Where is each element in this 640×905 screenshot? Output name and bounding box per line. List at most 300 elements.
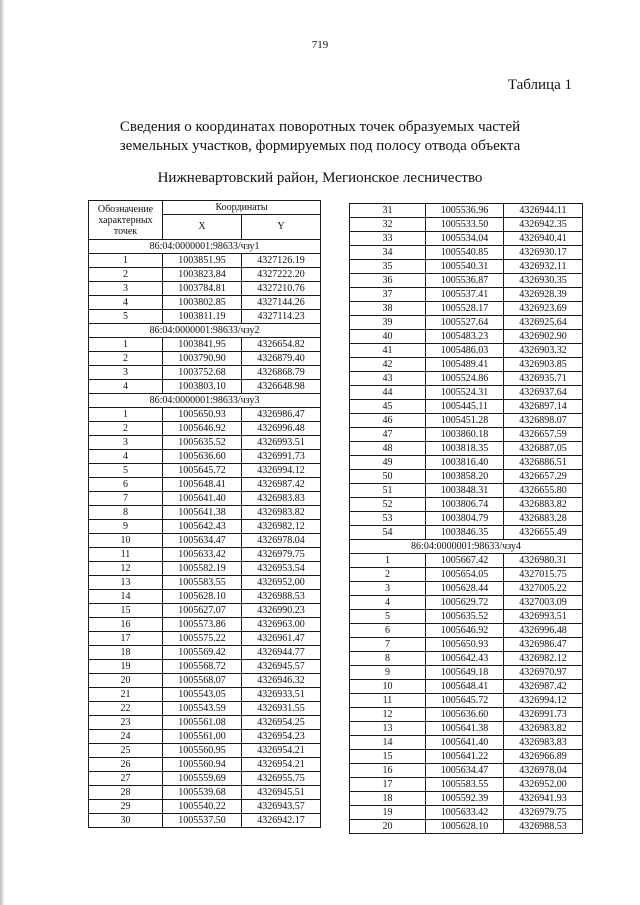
coord-x: 1005642.43 (426, 652, 504, 666)
coord-x: 1005645.72 (426, 694, 504, 708)
coord-x: 1005582.19 (163, 562, 242, 576)
coord-y: 4326993.51 (504, 610, 583, 624)
table-row (350, 246, 583, 260)
coord-y: 4327005.22 (504, 582, 583, 596)
coord-x: 1005633.42 (163, 548, 242, 562)
coord-y: 4326983.83 (242, 492, 321, 506)
coord-y: 4326879.40 (242, 352, 321, 366)
coord-x: 1005540.85 (426, 246, 504, 260)
coord-y: 4326983.83 (504, 736, 583, 750)
coord-y: 4327114.23 (242, 310, 321, 324)
coord-x: 1003804.79 (426, 512, 504, 526)
point-number: 11 (89, 548, 163, 562)
coord-x: 1005650.93 (163, 408, 242, 422)
table-row (89, 590, 321, 604)
table-row (350, 470, 583, 484)
coord-y: 4326657.29 (504, 470, 583, 484)
coord-y: 4326648.98 (242, 380, 321, 394)
table-row (89, 730, 321, 744)
table-row (89, 632, 321, 646)
coord-y: 4326931.55 (242, 702, 321, 716)
coord-x: 1003806.74 (426, 498, 504, 512)
table-row (350, 232, 583, 246)
coord-x: 1003803.10 (163, 380, 242, 394)
coord-x: 1005561.08 (163, 716, 242, 730)
coord-x: 1005524.86 (426, 372, 504, 386)
coord-y: 4326979.75 (242, 548, 321, 562)
point-number: 21 (89, 688, 163, 702)
coord-x: 1003841.95 (163, 338, 242, 352)
table-row (350, 372, 583, 386)
coord-y: 4326932.11 (504, 260, 583, 274)
coord-x: 1005573.86 (163, 618, 242, 632)
table-row (350, 260, 583, 274)
point-number: 4 (350, 596, 426, 610)
table-row (89, 674, 321, 688)
point-number: 19 (350, 806, 426, 820)
coord-y: 4326952.00 (504, 778, 583, 792)
coord-x: 1005634.47 (426, 764, 504, 778)
coord-y: 4326979.75 (504, 806, 583, 820)
table-row (350, 456, 583, 470)
point-number: 1 (89, 254, 163, 268)
coord-x: 1003858.20 (426, 470, 504, 484)
coord-y: 4326945.57 (242, 660, 321, 674)
point-number: 2 (89, 352, 163, 366)
table-row (89, 520, 321, 534)
coord-x: 1005583.55 (163, 576, 242, 590)
coord-x: 1003811.19 (163, 310, 242, 324)
table-row (89, 786, 321, 800)
table-row (350, 610, 583, 624)
coord-y: 4326883.82 (504, 498, 583, 512)
point-number: 3 (89, 366, 163, 380)
table-row (89, 296, 321, 310)
table-row (350, 582, 583, 596)
point-number: 45 (350, 400, 426, 414)
coord-x: 1005633.42 (426, 806, 504, 820)
point-number: 44 (350, 386, 426, 400)
table-row (350, 512, 583, 526)
table-row (350, 778, 583, 792)
table-row (89, 310, 321, 324)
point-number: 5 (89, 464, 163, 478)
table-row (350, 694, 583, 708)
coord-y: 4326886.51 (504, 456, 583, 470)
table-row (350, 484, 583, 498)
point-number: 27 (89, 772, 163, 786)
coord-y: 4326940.41 (504, 232, 583, 246)
table-row (350, 288, 583, 302)
table-row (89, 604, 321, 618)
coord-x: 1005641.40 (163, 492, 242, 506)
point-number: 10 (89, 534, 163, 548)
coord-y: 4326954.23 (242, 730, 321, 744)
point-number: 43 (350, 372, 426, 386)
point-number: 6 (350, 624, 426, 638)
point-number: 53 (350, 512, 426, 526)
table-row (350, 806, 583, 820)
point-number: 7 (350, 638, 426, 652)
page-number: 719 (311, 39, 329, 51)
point-number: 37 (350, 288, 426, 302)
point-number: 13 (350, 722, 426, 736)
point-number: 2 (89, 268, 163, 282)
coord-y: 4326988.53 (504, 820, 583, 834)
table-row (350, 442, 583, 456)
point-number: 41 (350, 344, 426, 358)
point-number: 1 (350, 554, 426, 568)
point-number: 1 (89, 408, 163, 422)
coord-y: 4327015.75 (504, 568, 583, 582)
table-row (350, 554, 583, 568)
point-number: 28 (89, 786, 163, 800)
coord-x: 1005648.41 (426, 680, 504, 694)
table-row (89, 338, 321, 352)
coord-y: 4326983.82 (242, 506, 321, 520)
table-row (350, 624, 583, 638)
table-row (350, 792, 583, 806)
document-subtitle: Нижневартовский район, Мегионское лесничество (157, 170, 483, 186)
coord-x: 1005527.64 (426, 316, 504, 330)
coord-x: 1003802.85 (163, 296, 242, 310)
table-row (89, 492, 321, 506)
point-number: 54 (350, 526, 426, 540)
coord-y: 4326902.90 (504, 330, 583, 344)
table-row (350, 316, 583, 330)
point-number: 47 (350, 428, 426, 442)
coord-y: 4326903.32 (504, 344, 583, 358)
coord-x: 1005654.05 (426, 568, 504, 582)
coord-y: 4326898.07 (504, 414, 583, 428)
coord-x: 1005569.42 (163, 646, 242, 660)
table-row (350, 764, 583, 778)
point-number: 2 (89, 422, 163, 436)
table-row (89, 758, 321, 772)
title-line-2: земельных участков, формируемых под полосу отвода объекта (119, 138, 521, 154)
coord-x: 1003818.35 (426, 442, 504, 456)
point-number: 4 (89, 296, 163, 310)
table-row (89, 352, 321, 366)
coord-y: 4326954.21 (242, 744, 321, 758)
coord-y: 4326945.51 (242, 786, 321, 800)
point-number: 4 (89, 380, 163, 394)
coord-x: 1005645.72 (163, 464, 242, 478)
coord-y: 4326955.75 (242, 772, 321, 786)
coord-x: 1005636.60 (426, 708, 504, 722)
header-coordinates: Координаты (163, 201, 321, 215)
coord-x: 1005486.03 (426, 344, 504, 358)
coord-y: 4327003.09 (504, 596, 583, 610)
coord-y: 4326966.89 (504, 750, 583, 764)
point-number: 15 (350, 750, 426, 764)
point-number: 18 (89, 646, 163, 660)
table-row (350, 820, 583, 834)
table-row (89, 562, 321, 576)
coord-y: 4326657.59 (504, 428, 583, 442)
table-row (350, 386, 583, 400)
point-number: 10 (350, 680, 426, 694)
point-number: 2 (350, 568, 426, 582)
point-number: 9 (350, 666, 426, 680)
coord-x: 1005641.38 (163, 506, 242, 520)
coord-y: 4326961.47 (242, 632, 321, 646)
coord-x: 1003823.84 (163, 268, 242, 282)
coord-y: 4326994.12 (242, 464, 321, 478)
coord-x: 1005534.04 (426, 232, 504, 246)
group-cadastral-number: 86:04:0000001:98633/чзу2 (89, 324, 321, 338)
document-title (0, 118, 640, 156)
coord-x: 1005583.55 (426, 778, 504, 792)
coord-x: 1005568.07 (163, 674, 242, 688)
coord-x: 1005543.05 (163, 688, 242, 702)
coord-y: 4326986.47 (242, 408, 321, 422)
coord-x: 1003860.18 (426, 428, 504, 442)
coord-y: 4326944.11 (504, 204, 583, 218)
coord-x: 1005641.40 (426, 736, 504, 750)
point-number: 15 (89, 604, 163, 618)
table-row (350, 218, 583, 232)
coord-x: 1005536.87 (426, 274, 504, 288)
table-row (89, 478, 321, 492)
table-row (89, 814, 321, 828)
title-line-1: Сведения о координатах поворотных точек образуемых частей (119, 119, 521, 135)
coord-x: 1005543.59 (163, 702, 242, 716)
coord-y: 4326897.14 (504, 400, 583, 414)
coord-y: 4326954.21 (242, 758, 321, 772)
point-number: 35 (350, 260, 426, 274)
coord-x: 1005445.11 (426, 400, 504, 414)
coord-x: 1005628.10 (163, 590, 242, 604)
coord-x: 1005539.68 (163, 786, 242, 800)
table-row (89, 660, 321, 674)
coord-y: 4326654.82 (242, 338, 321, 352)
coordinates-table-left (88, 200, 321, 828)
point-number: 51 (350, 484, 426, 498)
coord-x: 1005629.72 (426, 596, 504, 610)
point-number: 36 (350, 274, 426, 288)
table-row (89, 254, 321, 268)
coord-y: 4326903.85 (504, 358, 583, 372)
coord-y: 4326993.51 (242, 436, 321, 450)
coord-y: 4327222.20 (242, 268, 321, 282)
coord-y: 4326944.77 (242, 646, 321, 660)
point-number: 49 (350, 456, 426, 470)
coord-y: 4326935.71 (504, 372, 583, 386)
point-number: 7 (89, 492, 163, 506)
table-row (350, 680, 583, 694)
coord-x: 1003790.90 (163, 352, 242, 366)
table-row (350, 722, 583, 736)
coord-x: 1005451.28 (426, 414, 504, 428)
point-number: 1 (89, 338, 163, 352)
coord-x: 1005540.22 (163, 800, 242, 814)
coord-x: 1003784.81 (163, 282, 242, 296)
table-row (89, 506, 321, 520)
point-number: 11 (350, 694, 426, 708)
coord-x: 1005648.41 (163, 478, 242, 492)
coord-x: 1005636.60 (163, 450, 242, 464)
point-number: 3 (89, 282, 163, 296)
table-row (89, 366, 321, 380)
table-row (89, 380, 321, 394)
point-number: 20 (350, 820, 426, 834)
coord-y: 4327144.26 (242, 296, 321, 310)
point-number: 5 (350, 610, 426, 624)
table-row (89, 716, 321, 730)
coord-y: 4326987.42 (504, 680, 583, 694)
coord-x: 1005628.10 (426, 820, 504, 834)
coord-y: 4326942.17 (242, 814, 321, 828)
table-row (89, 436, 321, 450)
point-number: 17 (350, 778, 426, 792)
coord-x: 1005561.00 (163, 730, 242, 744)
table-row (350, 526, 583, 540)
table-row (89, 450, 321, 464)
table-row (350, 736, 583, 750)
table-row (89, 464, 321, 478)
coord-y: 4326980.31 (504, 554, 583, 568)
coord-x: 1003752.68 (163, 366, 242, 380)
table-row (350, 568, 583, 582)
point-number: 18 (350, 792, 426, 806)
point-number: 38 (350, 302, 426, 316)
coord-y: 4326941.93 (504, 792, 583, 806)
point-number: 32 (350, 218, 426, 232)
point-number: 3 (350, 582, 426, 596)
table-row (89, 800, 321, 814)
point-number: 4 (89, 450, 163, 464)
table-row (350, 596, 583, 610)
header-y: Y (242, 215, 321, 240)
coord-y: 4326953.54 (242, 562, 321, 576)
table-row (350, 344, 583, 358)
table-row (350, 274, 583, 288)
coord-y: 4326986.47 (504, 638, 583, 652)
coord-y: 4326933.51 (242, 688, 321, 702)
group-row (89, 240, 321, 254)
point-number: 13 (89, 576, 163, 590)
table-row (350, 400, 583, 414)
coord-y: 4326954.25 (242, 716, 321, 730)
coord-y: 4326946.32 (242, 674, 321, 688)
point-number: 24 (89, 730, 163, 744)
coord-y: 4326937.64 (504, 386, 583, 400)
point-number: 48 (350, 442, 426, 456)
table-row (350, 638, 583, 652)
table-body-left (89, 240, 321, 828)
coord-y: 4326987.42 (242, 478, 321, 492)
coord-y: 4326942.35 (504, 218, 583, 232)
point-number: 14 (89, 590, 163, 604)
table-row (89, 772, 321, 786)
coord-y: 4326991.73 (242, 450, 321, 464)
coord-y: 4326930.35 (504, 274, 583, 288)
coord-x: 1005559.69 (163, 772, 242, 786)
table-row (350, 414, 583, 428)
coord-y: 4326970.97 (504, 666, 583, 680)
table-row (350, 498, 583, 512)
coord-y: 4326943.57 (242, 800, 321, 814)
coord-x: 1005524.31 (426, 386, 504, 400)
coord-x: 1005635.52 (426, 610, 504, 624)
coord-y: 4326963.00 (242, 618, 321, 632)
table-label: Таблица 1 (507, 77, 572, 93)
coord-y: 4326978.04 (504, 764, 583, 778)
point-number: 33 (350, 232, 426, 246)
point-number: 8 (89, 506, 163, 520)
table-row (350, 652, 583, 666)
point-number: 8 (350, 652, 426, 666)
coord-x: 1003848.31 (426, 484, 504, 498)
coord-y: 4326982.12 (504, 652, 583, 666)
coord-x: 1005560.94 (163, 758, 242, 772)
coord-y: 4327210.76 (242, 282, 321, 296)
coord-y: 4326883.28 (504, 512, 583, 526)
table-row (89, 576, 321, 590)
coord-x: 1005650.93 (426, 638, 504, 652)
point-number: 39 (350, 316, 426, 330)
group-cadastral-number: 86:04:0000001:98633/чзу1 (89, 240, 321, 254)
coord-x: 1005635.52 (163, 436, 242, 450)
point-number: 25 (89, 744, 163, 758)
coord-x: 1003816.40 (426, 456, 504, 470)
table-row (350, 302, 583, 316)
point-number: 12 (89, 562, 163, 576)
point-number: 14 (350, 736, 426, 750)
coord-y: 4326952.00 (242, 576, 321, 590)
coord-x: 1005641.38 (426, 722, 504, 736)
point-number: 20 (89, 674, 163, 688)
coord-y: 4326868.79 (242, 366, 321, 380)
header-point-label: Обозначение характерных точек (89, 201, 163, 240)
table-row (89, 408, 321, 422)
coord-y: 4326655.49 (504, 526, 583, 540)
group-row (350, 540, 583, 554)
header-x: X (163, 215, 242, 240)
point-number: 23 (89, 716, 163, 730)
coord-x: 1005489.41 (426, 358, 504, 372)
point-number: 26 (89, 758, 163, 772)
coord-x: 1005537.41 (426, 288, 504, 302)
coord-x: 1003846.35 (426, 526, 504, 540)
point-number: 6 (89, 478, 163, 492)
coord-y: 4327126.19 (242, 254, 321, 268)
point-number: 12 (350, 708, 426, 722)
point-number: 9 (89, 520, 163, 534)
coord-x: 1005528.17 (426, 302, 504, 316)
point-number: 3 (89, 436, 163, 450)
table-row (350, 204, 583, 218)
coord-y: 4326923.69 (504, 302, 583, 316)
point-number: 22 (89, 702, 163, 716)
table-row (350, 330, 583, 344)
point-number: 52 (350, 498, 426, 512)
point-number: 50 (350, 470, 426, 484)
table-row (89, 744, 321, 758)
coord-y: 4326930.17 (504, 246, 583, 260)
table-row (89, 282, 321, 296)
point-number: 46 (350, 414, 426, 428)
point-number: 42 (350, 358, 426, 372)
coord-x: 1005641.22 (426, 750, 504, 764)
coord-x: 1005560.95 (163, 744, 242, 758)
coord-x: 1005483.23 (426, 330, 504, 344)
coord-x: 1005642.43 (163, 520, 242, 534)
coord-y: 4326655.80 (504, 484, 583, 498)
coord-y: 4326982.12 (242, 520, 321, 534)
coord-y: 4326988.53 (242, 590, 321, 604)
